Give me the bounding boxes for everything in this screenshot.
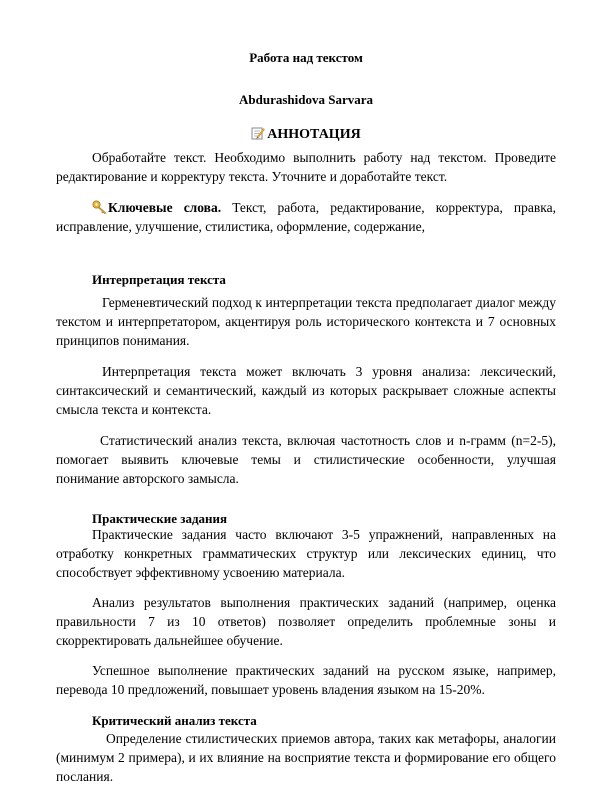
author-name: Abdurashidova Sarvara bbox=[239, 92, 373, 107]
paragraph bbox=[56, 525, 556, 582]
document-title: Работа над текстом bbox=[249, 50, 363, 65]
paragraph-text: Практические задания часто включают 3-5 упражнений, направленных на отработку конкретных грамматических структур или лексических единиц, что способствует эффективному усвоению материала. bbox=[56, 527, 556, 580]
keywords-paragraph bbox=[56, 198, 556, 236]
paragraph-text: Успешное выполнение практических заданий на русском языке, например, перевода 10 предложений, повышает уровень владения языком на 15-20%. bbox=[56, 663, 556, 697]
paragraph-text: Анализ результатов выполнения практических заданий (например, оценка правильности 7 из 10 ответов) позволяет определить проблемные зоны и скорректировать дальнейшее обучение. bbox=[56, 595, 556, 648]
paragraph bbox=[56, 661, 556, 699]
annotation-text: Обработайте текст. Необходимо выполнить работу над текстом. Проведите редактирование и корректуру текста. Уточните и доработайте текст. bbox=[56, 150, 556, 184]
keywords-label: Ключевые слова. bbox=[108, 200, 222, 215]
paragraph bbox=[56, 729, 556, 786]
paragraph-text: Интерпретация текста может включать 3 уровня анализа: лексический, синтаксический и семантический, каждый из которых раскрывает сложные аспекты смысла текста и контекста. bbox=[56, 364, 556, 417]
annotation-heading: АННОТАЦИЯ bbox=[267, 127, 361, 142]
annotation-heading-row bbox=[0, 126, 612, 143]
paragraph bbox=[56, 431, 556, 488]
paragraph-text: Определение стилистических приемов автора, таких как метафоры, аналогии (минимум 2 примера), и их влияние на восприятие текста и формирование его общего послания. bbox=[56, 731, 556, 784]
paragraph-text: Статистический анализ текста, включая частотность слов и n-грамм (n=2-5), помогает выявить ключевые темы и стилистические особенности, улучшая понимание авторского замысла. bbox=[56, 433, 556, 486]
paragraph bbox=[56, 293, 556, 350]
section-heading-practical: Практические задания bbox=[92, 511, 228, 526]
annotation-paragraph bbox=[56, 148, 556, 186]
memo-pencil-icon bbox=[251, 126, 265, 140]
paragraph bbox=[56, 362, 556, 419]
keywords-text: Текст, работа, редактирование, корректура, правка, исправление, улучшение, стилистика, оформление, содержание, bbox=[56, 200, 556, 234]
paragraph-text: Герменевтический подход к интерпретации текста предполагает диалог между текстом и интерпретатором, акцентируя роль исторического контекста и 7 основных принципов понимания. bbox=[56, 295, 556, 348]
section-heading-critical: Критический анализ текста bbox=[92, 713, 257, 728]
key-icon bbox=[92, 200, 108, 214]
section-heading-interpretation: Интерпретация текста bbox=[92, 272, 226, 287]
paragraph bbox=[56, 593, 556, 650]
